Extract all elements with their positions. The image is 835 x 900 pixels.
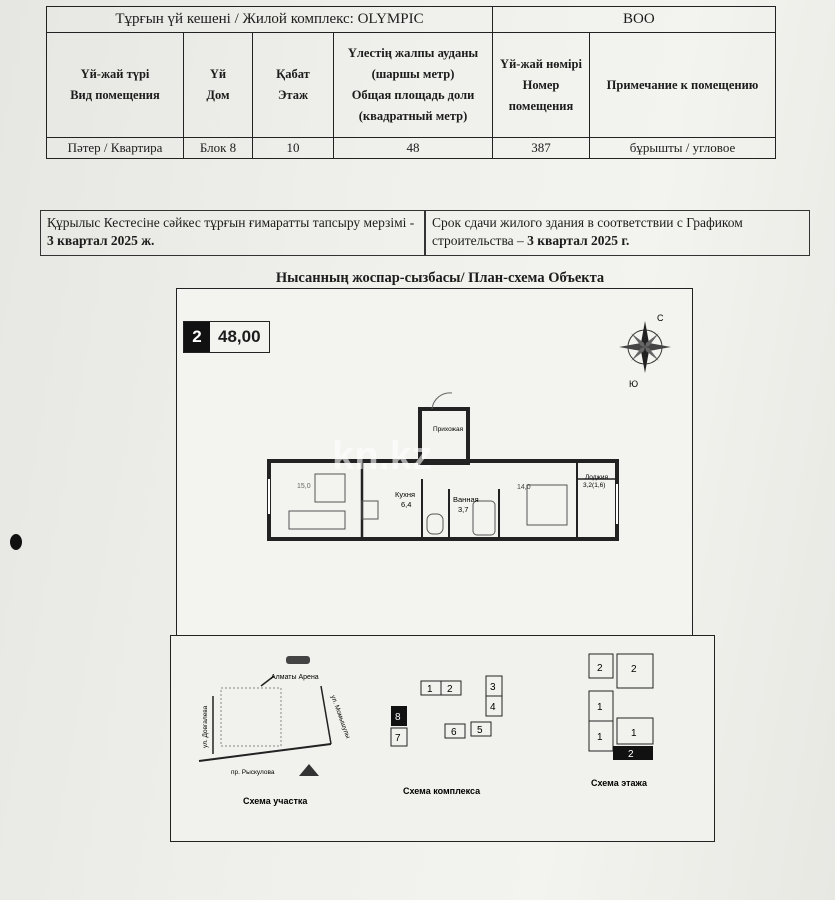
complex-title: Тұрғын үй кешені / Жилой комплекс: OLYMPIC xyxy=(47,7,493,33)
room-name: Прихожая xyxy=(433,426,464,433)
apartment-table xyxy=(46,6,776,159)
cell-floor: 10 xyxy=(253,138,334,159)
col-ru: Этаж xyxy=(277,88,309,102)
rooms-count: 2 xyxy=(184,322,210,352)
plan-title: Нысанның жоспар-сызбасы/ План-схема Объекта xyxy=(275,270,605,286)
room-area: 3,2(1,6) xyxy=(583,482,606,489)
total-area: 48,00 xyxy=(218,327,261,346)
room-area: 15,0 xyxy=(297,483,311,490)
cell-house: Блок 8 xyxy=(184,138,253,159)
col-kz: Үй-жай нөмірі xyxy=(500,56,582,71)
col-kz: Үлестің жалпы ауданы (шаршы метр) xyxy=(347,46,479,81)
block-number: 4 xyxy=(490,702,496,713)
block-number: 1 xyxy=(427,684,433,695)
floor-plan-drawing xyxy=(177,289,692,644)
block-number: 7 xyxy=(395,733,401,744)
block-number: 5 xyxy=(477,725,483,736)
col-ru: Общая площадь доли (квадратный метр) xyxy=(351,88,475,123)
col-ru: Номер помещения xyxy=(508,77,574,113)
cell-note: бұрышты / угловое xyxy=(590,138,776,159)
room-name: Ванная xyxy=(453,495,479,504)
cell-type: Пәтер / Квартира xyxy=(47,138,184,159)
compass-icon xyxy=(619,313,671,389)
block-number-current: 8 xyxy=(395,712,401,723)
site-label: Схема участка xyxy=(243,796,308,806)
floor-unit: 1 xyxy=(631,728,637,739)
col-kz: Үй-жай түрі xyxy=(80,67,150,81)
col-ru: Дом xyxy=(206,88,230,102)
col-ru: Примечание к помещению xyxy=(606,77,759,92)
floor-unit: 2 xyxy=(597,663,603,674)
deadline-block xyxy=(40,210,810,256)
site-scheme xyxy=(199,656,351,806)
street-ryskulova: пр. Рыскулова xyxy=(231,769,275,776)
complex-scheme xyxy=(391,676,502,796)
compass-north: С xyxy=(657,313,664,323)
deadline-ru xyxy=(425,210,810,256)
deadline-ru-text: Срок сдачи жилого здания в соответствии с Графиком строительства – xyxy=(432,215,743,248)
room-name: Лоджия xyxy=(585,474,609,481)
compass-south: Ю xyxy=(629,379,639,389)
deadline-kz xyxy=(40,210,425,256)
block-number: 2 xyxy=(447,684,453,695)
watermark: kn.kz xyxy=(332,434,433,478)
floor-unit: 2 xyxy=(631,664,637,675)
schemes-drawing xyxy=(171,636,714,841)
table-row xyxy=(47,138,776,159)
block-number: 3 xyxy=(490,682,496,693)
col-kz: Қабат xyxy=(276,67,310,81)
col-kz: Үй xyxy=(209,67,227,81)
table-header-row xyxy=(47,33,776,138)
floor-label: Схема этажа xyxy=(591,778,647,788)
floor-unit-current: 2 xyxy=(628,749,634,760)
room-area: 6,4 xyxy=(401,500,412,509)
header-fragment: ВОО xyxy=(493,7,776,33)
room-area: 14,0 xyxy=(517,484,531,491)
floor-unit: 1 xyxy=(597,732,603,743)
deadline-ru-date: 3 квартал 2025 г. xyxy=(527,233,630,248)
room-area: 3,7 xyxy=(458,505,469,514)
floor-unit: 1 xyxy=(597,702,603,713)
col-ru: Вид помещения xyxy=(70,88,160,102)
room-name: Кухня xyxy=(395,490,416,499)
deadline-kz-text: Құрылыс Кестесіне сәйкес тұрғын ғимаратты тапсыру мерзімі - xyxy=(47,215,415,230)
street-momyshuly: ул. Момышулы xyxy=(329,694,352,740)
floor-scheme xyxy=(589,654,653,788)
deadline-kz-date: 3 квартал 2025 ж. xyxy=(47,233,155,248)
street-dovgaleva: ул. Довгалева xyxy=(202,705,209,748)
street-arena: Алматы Арена xyxy=(271,674,319,681)
cell-number: 387 xyxy=(493,138,590,159)
punch-hole xyxy=(10,534,22,550)
floor-plan-box xyxy=(176,288,693,645)
schemes-box xyxy=(170,635,715,842)
block-number: 6 xyxy=(451,727,457,738)
complex-label: Схема комплекса xyxy=(403,786,481,796)
cell-area: 48 xyxy=(334,138,493,159)
